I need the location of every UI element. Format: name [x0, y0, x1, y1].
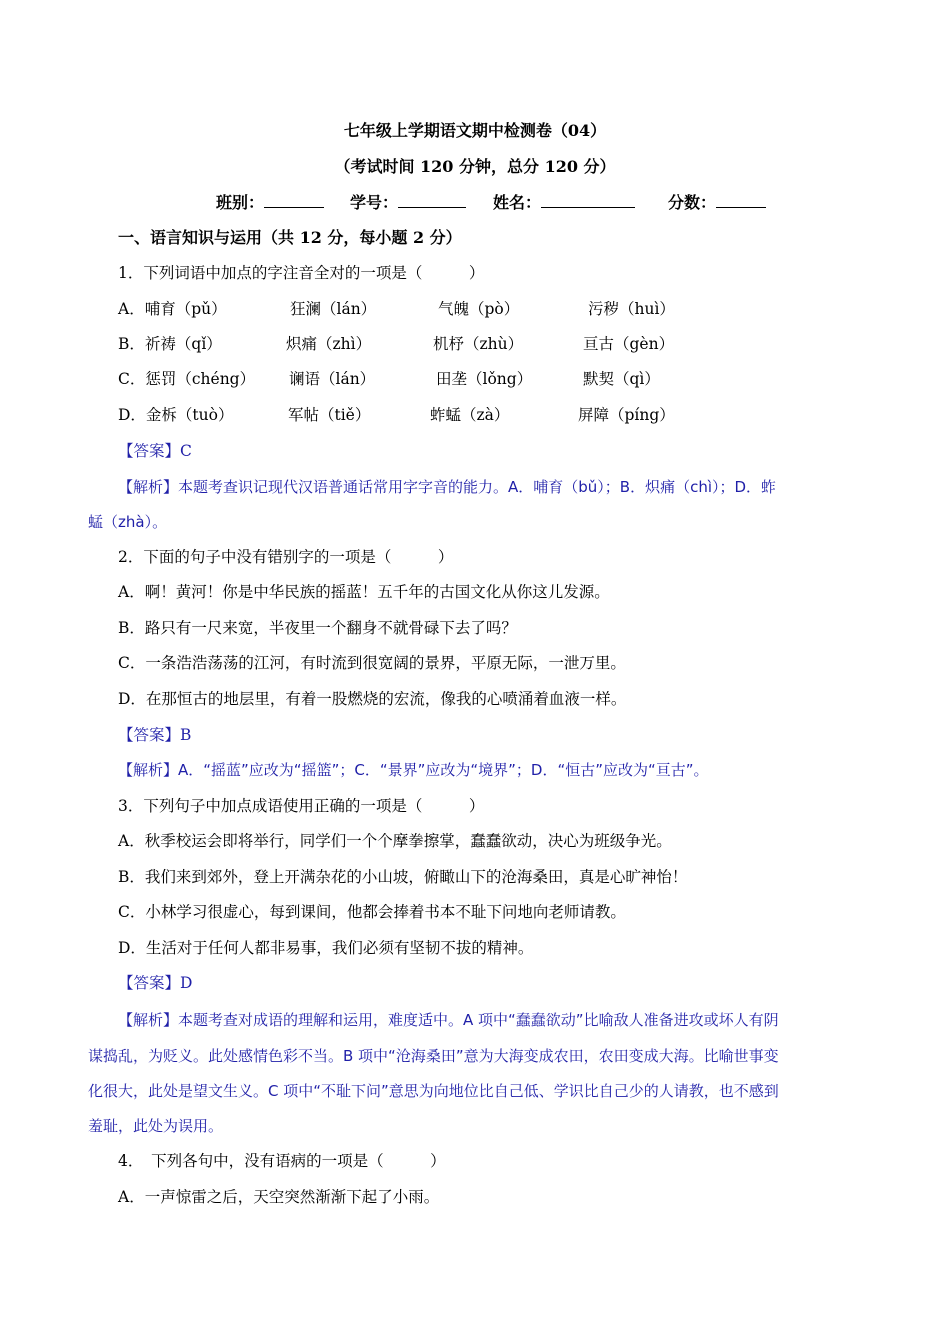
- question-2-option-a: A．啊！黄河！你是中华民族的摇蓝！五千年的古国文化从你这儿发源。: [118, 583, 610, 601]
- question-3-option-a: A．秋季校运会即将举行，同学们一个个摩拳擦掌，蠢蠢欲动，决心为班级争光。: [118, 832, 672, 850]
- question-3-option-c: C．小林学习很虚心，每到课间，他都会捧着书本不耻下问地向老师请教。: [118, 903, 626, 921]
- question-2-option-d: D．在那恒古的地层里，有着一股燃烧的宏流，像我的心喷涌着血液一样。: [118, 690, 627, 708]
- score-blank[interactable]: [716, 191, 766, 208]
- question-4-option-a: A．一声惊雷之后，天空突然渐渐下起了小雨。: [118, 1188, 440, 1206]
- page-title: 七年级上学期语文期中检测卷（04）: [343, 121, 607, 140]
- question-2-option-c: C．一条浩浩荡荡的江河，有时流到很宽阔的景界，平原无际，一泄万里。: [118, 654, 626, 672]
- question-3-analysis-line-2: 谋捣乱，为贬义。此处感情色彩不当。B 项中“沧海桑田”意为大海变成农田，农田变成大海。比喻世事变: [88, 1047, 779, 1065]
- question-2-option-b: B．路只有一尺来宽，半夜里一个翻身不就骨碌下去了吗？: [118, 619, 517, 637]
- page-subtitle: （考试时间 120 分钟，总分 120 分）: [334, 157, 616, 176]
- question-3-analysis-line-4: 羞耻，此处为误用。: [88, 1117, 224, 1135]
- class-blank[interactable]: [264, 191, 324, 208]
- question-3-analysis-line-3: 化很大，此处是望文生义。C 项中“不耻下问”意思为向地位比自己低、学识比自己少的人请教，也不感到: [88, 1082, 779, 1100]
- student-id-blank[interactable]: [398, 191, 466, 208]
- student-id-label: 学号：: [350, 193, 399, 212]
- question-1-answer: 【答案】C: [118, 442, 192, 460]
- name-label: 姓名：: [493, 193, 542, 212]
- section-heading: 一、语言知识与运用（共 12 分，每小题 2 分）: [118, 228, 462, 247]
- question-1-analysis-line-1: 【解析】本题考查识记现代汉语普通话常用字字音的能力。A．哺育（bǔ）；B．炽痛（chì）；D．蚱: [118, 478, 777, 496]
- question-2-stem: 2．下面的句子中没有错别字的一项是（ ）: [118, 548, 454, 566]
- question-3-option-d: D．生活对于任何人都非易事，我们必须有坚韧不拔的精神。: [118, 939, 534, 957]
- exam-page: 七年级上学期语文期中检测卷（04） （考试时间 120 分钟，总分 120 分） 班别： 学号： 姓名： 分数： 一、语言知识与运用（共 12 分，每小题 2 分） 1．下列词语中加点的字注音全对的一项是（ ） A．哺育（pǔ） 狂澜（lán） 气魄（pò） 污秽（huì） B．祈祷（qǐ） 炽痛（zhì） 机杼（zhù） 亘古（gèn） C．惩罚（chéng） 谰语（lán） 田垄（lǒng） 默契（qì） D．金柝（tuò） 军帖（tiě） 蚱蜢（zà） 屏障（píng） 【答案】C 【解析】本题考查识记现代汉语普通话常用字字音的能力。A．哺育（bǔ）；B．炽痛（chì）；D．蚱 蜢（zhà）。 2．下面的句子中没有错别字的一项是（ ） A．啊！黄河！你是中华民族的摇蓝！五千年的古国文化从你这儿发源。 B．路只有一尺来宽，半夜里一个翻身不就骨碌下去了吗？ C．一条浩浩荡荡的江河，有时流到很宽阔的景界，平原无际，一泄万里。 D．在那恒古的地层里，有着一股燃烧的宏流，像我的心喷涌着血液一样。 【答案】B 【解析】A．“摇蓝”应改为“摇篮”；C．“景界”应改为“境界”；D．“恒古”应改为“亘古”。 3．下列句子中加点成语使用正确的一项是（ ） A．秋季校运会即将举行，同学们一个个摩拳擦掌，蠢蠢欲动，决心为班级争光。 B．我们来到郊外，登上开满杂花的小山坡，俯瞰山下的沧海桑田，真是心旷神怡！ C．小林学习很虚心，每到课间，他都会捧着书本不耻下问地向老师请教。 D．生活对于任何人都非易事，我们必须有坚韧不拔的精神。 【答案】D 【解析】本题考查对成语的理解和运用，难度适中。A 项中“蠢蠢欲动”比喻敌人准备进攻或坏人有阴 谋捣乱，为贬义。此处感情色彩不当。B 项中“沧海桑田”意为大海变成农田，农田变成大海。比喻世事变 化很大，此处是望文生义。C 项中“不耻下问”意思为向地位比自己低、学识比自己少的人请教，也不感到 羞耻，此处为误用。 4． 下列各句中，没有语病的一项是（ ） A．一声惊雷之后，天空突然渐渐下起了小雨。: [0, 0, 950, 1344]
- score-field[interactable]: [668, 191, 766, 214]
- name-field[interactable]: [493, 191, 635, 214]
- question-2-answer: 【答案】B: [118, 726, 192, 744]
- score-label: 分数：: [668, 193, 717, 212]
- question-3-option-b: B．我们来到郊外，登上开满杂花的小山坡，俯瞰山下的沧海桑田，真是心旷神怡！: [118, 868, 688, 886]
- class-field[interactable]: [216, 191, 324, 214]
- question-3-stem: 3．下列句子中加点成语使用正确的一项是（ ）: [118, 797, 485, 815]
- question-3-answer: 【答案】D: [118, 974, 193, 992]
- question-4-stem: 4． 下列各句中，没有语病的一项是（ ）: [118, 1152, 446, 1170]
- class-label: 班别：: [216, 193, 265, 212]
- question-1-stem: 1．下列词语中加点的字注音全对的一项是（ ）: [118, 264, 485, 282]
- student-id-field[interactable]: [350, 191, 466, 214]
- question-2-analysis: 【解析】A．“摇蓝”应改为“摇篮”；C．“景界”应改为“境界”；D．“恒古”应改为“亘古”。: [118, 761, 709, 779]
- question-1-analysis-line-2: 蜢（zhà）。: [88, 513, 168, 531]
- question-3-analysis-line-1: 【解析】本题考查对成语的理解和运用，难度适中。A 项中“蠢蠢欲动”比喻敌人准备进攻或坏人有阴: [118, 1011, 779, 1029]
- name-blank[interactable]: [541, 191, 635, 208]
